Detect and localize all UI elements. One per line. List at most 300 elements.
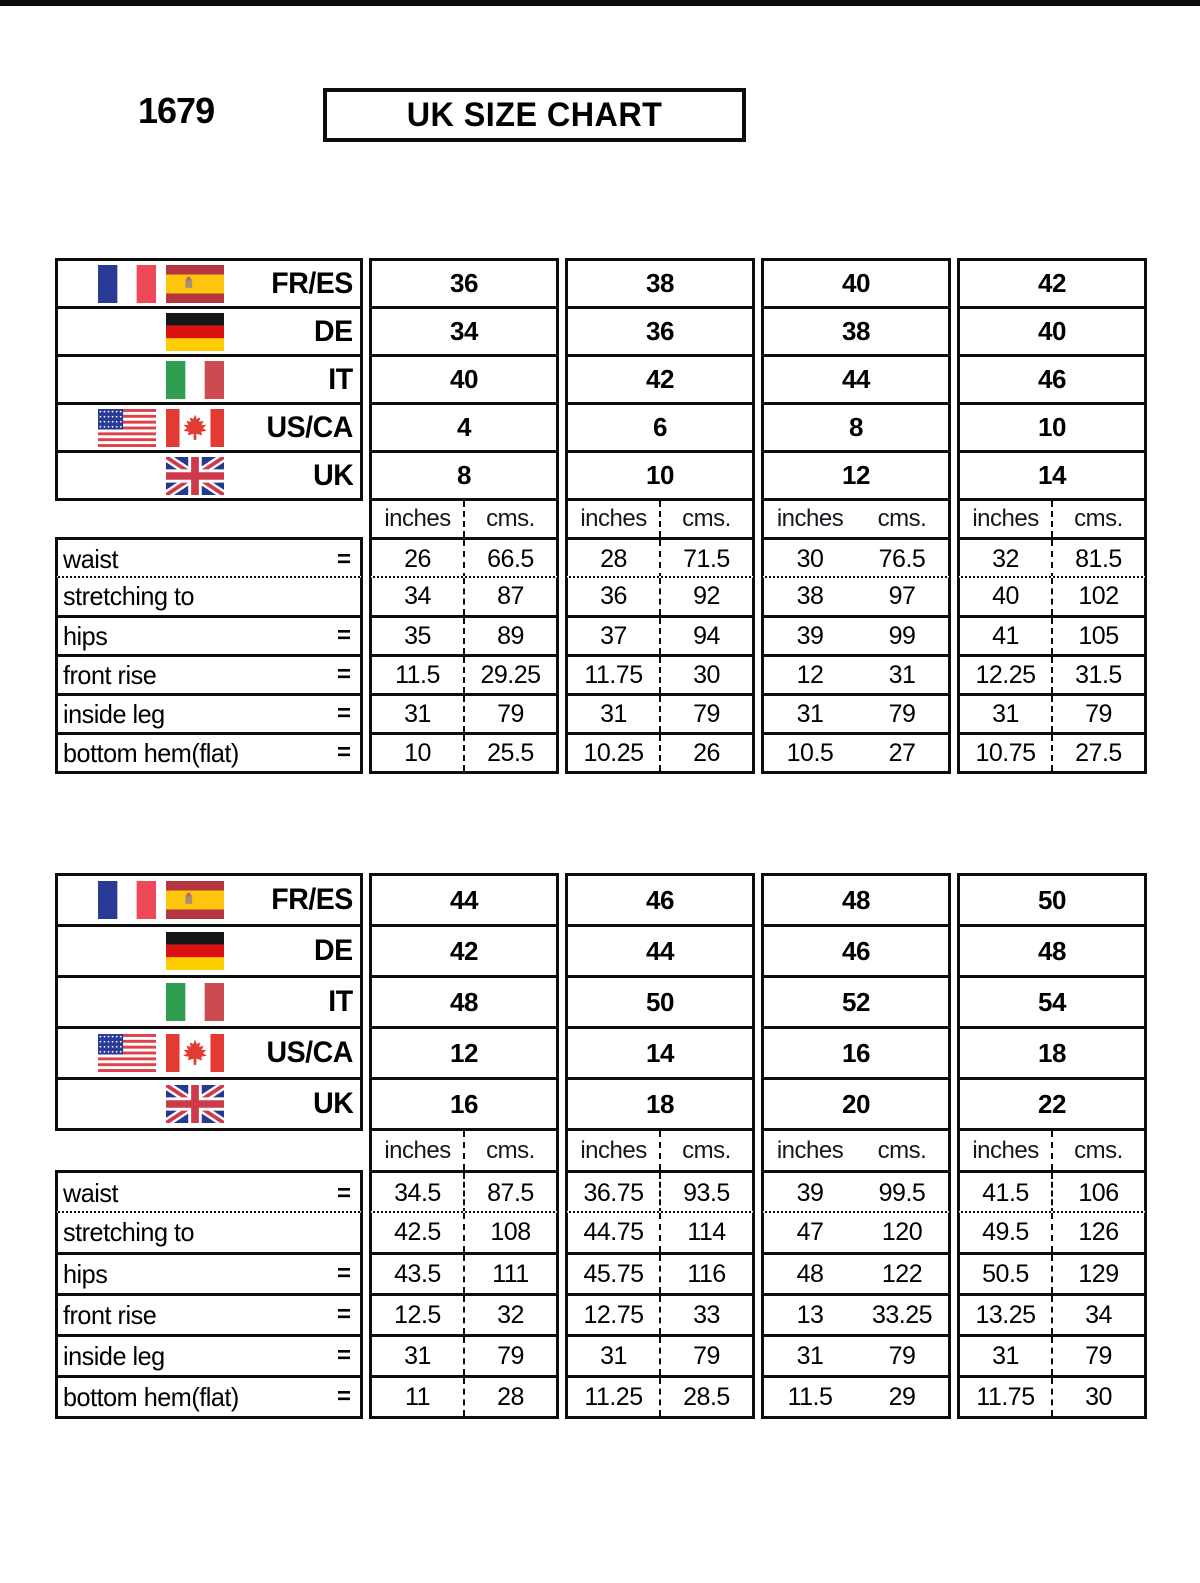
value-cms: 99 — [888, 621, 916, 650]
value-cms: 66.5 — [463, 540, 556, 579]
value-cell — [565, 615, 755, 657]
value-cell — [957, 1170, 1147, 1214]
value-cell — [565, 732, 755, 774]
size-cell — [369, 1077, 559, 1131]
size-value: 42 — [450, 935, 478, 966]
value-inches: 11 — [405, 1382, 430, 1411]
value-inches: 39 — [796, 621, 824, 650]
size-value: 8 — [457, 460, 471, 490]
value-cms: 126 — [1051, 1213, 1144, 1252]
value-cell — [957, 1334, 1147, 1378]
size-cell — [761, 450, 951, 501]
value-inches: 43.5 — [394, 1259, 441, 1288]
value-inches: 13.25 — [975, 1300, 1036, 1329]
value-cms: 87.5 — [463, 1173, 556, 1214]
size-value: 36 — [450, 268, 478, 298]
value-cell — [369, 1211, 559, 1255]
value-cms: 25.5 — [463, 735, 556, 771]
region-row-label-cell — [55, 450, 363, 501]
measurement-label: front rise — [63, 659, 157, 690]
flag-uk-icon — [166, 457, 224, 495]
size-cell — [369, 258, 559, 309]
value-cell — [957, 1375, 1147, 1419]
size-cell — [957, 924, 1147, 978]
value-cell — [761, 732, 951, 774]
value-cms: 26 — [659, 735, 752, 771]
value-cms: 76.5 — [878, 545, 926, 573]
size-cell — [761, 975, 951, 1029]
measurement-label: bottom hem(flat) — [63, 737, 239, 768]
value-inches: 35 — [404, 621, 431, 650]
value-cell — [565, 1375, 755, 1419]
value-inches: 31 — [600, 699, 627, 728]
value-inches: 13 — [796, 1300, 824, 1329]
size-cell — [957, 402, 1147, 453]
size-value: 50 — [1038, 884, 1066, 915]
equals-sign: = — [336, 1342, 351, 1369]
value-cms: 34 — [1051, 1296, 1144, 1334]
unit-header-cell — [565, 498, 755, 540]
size-value: 18 — [646, 1088, 674, 1119]
value-cms: 28.5 — [659, 1378, 752, 1416]
label-column — [55, 873, 363, 1419]
value-cell — [565, 1293, 755, 1337]
value-cell — [957, 615, 1147, 657]
unit-cms-label: cms. — [659, 501, 752, 537]
value-inches: 36 — [600, 582, 627, 610]
size-value: 16 — [450, 1088, 478, 1119]
value-inches: 39 — [796, 1179, 824, 1207]
size-value: 40 — [450, 364, 478, 394]
region-label: FR/ES — [271, 883, 353, 916]
size-cell — [957, 1077, 1147, 1131]
flag-italy-icon — [166, 361, 224, 399]
value-cms: 111 — [463, 1255, 556, 1293]
equals-sign: = — [336, 1301, 351, 1328]
unit-header-cell — [957, 1128, 1147, 1173]
value-inches: 30 — [796, 545, 824, 573]
value-inches: 10.25 — [583, 738, 644, 767]
flag-spain-icon — [166, 265, 224, 303]
unit-cms-label: cms. — [877, 1136, 927, 1164]
value-cms: 106 — [1051, 1173, 1144, 1214]
unit-cms-label: cms. — [877, 505, 927, 532]
region-label: UK — [312, 458, 353, 492]
size-cell — [761, 1077, 951, 1131]
value-inches: 12.75 — [583, 1300, 644, 1329]
unit-cms-label: cms. — [1051, 501, 1144, 537]
value-cms: 105 — [1051, 618, 1144, 654]
size-value: 6 — [653, 412, 667, 442]
value-inches: 41.5 — [982, 1179, 1029, 1207]
value-cell — [761, 1170, 951, 1214]
value-cms: 33.25 — [871, 1300, 933, 1329]
value-inches: 42.5 — [394, 1218, 441, 1246]
value-cms: 102 — [1051, 578, 1144, 615]
size-value: 48 — [1038, 935, 1066, 966]
value-inches: 11.75 — [976, 1382, 1035, 1411]
value-cms: 79 — [463, 696, 556, 732]
unit-header-cell — [761, 498, 951, 540]
size-chart-table-2 — [55, 873, 1147, 1419]
equals-sign: = — [336, 739, 351, 766]
value-cms: 94 — [659, 618, 752, 654]
size-cell — [369, 402, 559, 453]
value-cell — [565, 693, 755, 735]
value-cms: 79 — [1051, 1337, 1144, 1375]
size-value: 8 — [849, 412, 863, 442]
value-cell — [565, 1170, 755, 1214]
size-cell — [369, 873, 559, 927]
value-inches: 32 — [992, 545, 1019, 573]
equals-sign: = — [336, 622, 351, 649]
value-cms: 32 — [463, 1296, 556, 1334]
value-inches: 10.75 — [975, 738, 1036, 767]
flag-canada-icon — [166, 409, 224, 447]
measurement-label: bottom hem(flat) — [63, 1381, 239, 1412]
value-inches: 48 — [796, 1259, 824, 1288]
size-cell — [761, 402, 951, 453]
unit-inches-label: inches — [580, 505, 647, 532]
flag-group — [58, 978, 360, 1026]
unit-cms-label: cms. — [659, 1131, 752, 1170]
value-cell — [957, 693, 1147, 735]
value-cell — [957, 1252, 1147, 1296]
value-inches: 26 — [404, 545, 431, 573]
size-cell — [957, 1026, 1147, 1080]
value-inches: 11.5 — [787, 1382, 833, 1411]
size-column-group — [761, 258, 951, 774]
value-cell — [957, 1293, 1147, 1337]
size-cell — [957, 873, 1147, 927]
size-cell — [957, 450, 1147, 501]
size-cell — [369, 1026, 559, 1080]
size-value: 18 — [1038, 1037, 1066, 1068]
unit-header-cell — [761, 1128, 951, 1173]
value-inches: 28 — [600, 545, 627, 573]
value-cell — [957, 654, 1147, 696]
flag-uk-icon — [166, 1085, 224, 1123]
value-cms: 29 — [888, 1382, 916, 1411]
value-inches: 36.75 — [583, 1179, 644, 1207]
value-cms: 79 — [659, 696, 752, 732]
flag-france-icon — [98, 881, 156, 919]
size-value: 38 — [646, 268, 674, 298]
value-cms: 89 — [463, 618, 556, 654]
unit-row-spacer — [55, 498, 363, 540]
size-cell — [369, 975, 559, 1029]
size-column-group — [957, 873, 1147, 1419]
value-cell — [957, 1211, 1147, 1255]
measurement-row-label-cell — [55, 537, 363, 579]
size-cell — [369, 354, 559, 405]
size-cell — [761, 924, 951, 978]
measurement-row-label-cell — [55, 1252, 363, 1296]
value-cell — [761, 654, 951, 696]
page-title-box — [323, 88, 746, 142]
unit-header-cell — [957, 498, 1147, 540]
page-title: UK SIZE CHART — [406, 95, 663, 134]
value-cell — [565, 1211, 755, 1255]
value-cell — [369, 732, 559, 774]
size-value: 42 — [1038, 268, 1066, 298]
size-value: 50 — [646, 986, 674, 1017]
value-cms: 79 — [888, 699, 916, 728]
region-label: IT — [328, 362, 353, 396]
region-row-label-cell — [55, 354, 363, 405]
size-value: 14 — [1038, 460, 1066, 490]
value-cell — [761, 1293, 951, 1337]
region-row-label-cell — [55, 306, 363, 357]
size-value: 12 — [842, 460, 870, 490]
value-cms: 30 — [1051, 1378, 1144, 1416]
size-cell — [565, 450, 755, 501]
value-cell — [761, 576, 951, 618]
value-inches: 31 — [796, 1341, 824, 1370]
value-cell — [565, 654, 755, 696]
value-cms: 81.5 — [1051, 540, 1144, 579]
value-cell — [761, 615, 951, 657]
size-column-group — [369, 258, 559, 774]
size-cell — [957, 306, 1147, 357]
size-value: 44 — [646, 935, 674, 966]
value-inches: 31 — [404, 1341, 431, 1370]
region-row-label-cell — [55, 873, 363, 927]
value-cell — [761, 1211, 951, 1255]
measurement-label: inside leg — [63, 1340, 165, 1371]
size-cell — [565, 924, 755, 978]
measurement-row-label-cell — [55, 1170, 363, 1214]
equals-sign: = — [336, 545, 351, 573]
value-cms: 116 — [659, 1255, 752, 1293]
size-value: 4 — [457, 412, 471, 442]
value-inches: 37 — [600, 621, 627, 650]
size-value: 20 — [842, 1088, 870, 1119]
value-inches: 31 — [600, 1341, 627, 1370]
value-inches: 12.5 — [394, 1300, 441, 1329]
size-value: 46 — [1038, 364, 1066, 394]
size-cell — [369, 924, 559, 978]
value-cms: 28 — [463, 1378, 556, 1416]
value-inches: 45.75 — [583, 1259, 644, 1288]
flag-france-icon — [98, 265, 156, 303]
value-cell — [369, 576, 559, 618]
unit-header-cell — [565, 1128, 755, 1173]
unit-cms-label: cms. — [463, 501, 556, 537]
value-inches: 12.25 — [975, 660, 1036, 689]
value-inches: 40 — [992, 582, 1019, 610]
measurement-label: inside leg — [63, 698, 165, 729]
region-row-label-cell — [55, 975, 363, 1029]
unit-inches-label: inches — [776, 1136, 844, 1164]
value-cell — [369, 615, 559, 657]
equals-sign: = — [336, 700, 351, 727]
value-cell — [957, 732, 1147, 774]
size-cell — [565, 873, 755, 927]
size-value: 52 — [842, 986, 870, 1017]
flag-germany-icon — [166, 313, 224, 351]
measurement-row-label-cell — [55, 615, 363, 657]
value-cell — [369, 1375, 559, 1419]
value-cms: 93.5 — [659, 1173, 752, 1214]
size-cell — [957, 975, 1147, 1029]
region-label: DE — [314, 314, 353, 348]
value-inches: 47 — [796, 1218, 824, 1246]
value-inches: 41 — [992, 621, 1019, 650]
size-cell — [761, 306, 951, 357]
value-cms: 99.5 — [878, 1179, 926, 1207]
equals-sign: = — [336, 1383, 351, 1410]
size-value: 14 — [646, 1037, 674, 1068]
value-cell — [369, 693, 559, 735]
value-inches: 10 — [404, 738, 431, 767]
size-cell — [565, 1077, 755, 1131]
size-value: 34 — [450, 316, 478, 346]
unit-inches-label: inches — [972, 1136, 1039, 1164]
value-cms: 129 — [1051, 1255, 1144, 1293]
value-inches: 49.5 — [982, 1218, 1029, 1246]
flag-usa-icon — [98, 409, 156, 447]
label-column — [55, 258, 363, 774]
flag-germany-icon — [166, 932, 224, 970]
unit-inches-label: inches — [972, 505, 1039, 532]
value-cell — [761, 1334, 951, 1378]
measurement-row-label-cell — [55, 1293, 363, 1337]
size-value: 42 — [646, 364, 674, 394]
region-row-label-cell — [55, 258, 363, 309]
value-cms: 92 — [659, 578, 752, 615]
size-value: 54 — [1038, 986, 1066, 1017]
size-cell — [565, 258, 755, 309]
value-cell — [565, 576, 755, 618]
value-cms: 30 — [659, 657, 752, 693]
value-cms: 79 — [659, 1337, 752, 1375]
value-cell — [369, 1293, 559, 1337]
value-cell — [369, 537, 559, 579]
value-inches: 34.5 — [394, 1179, 441, 1207]
value-inches: 31 — [796, 699, 824, 728]
value-cell — [369, 654, 559, 696]
value-inches: 50.5 — [982, 1259, 1029, 1288]
size-cell — [565, 306, 755, 357]
size-cell — [761, 1026, 951, 1080]
measurement-label: waist — [63, 544, 119, 574]
value-cell — [957, 576, 1147, 618]
size-value: 10 — [1038, 412, 1066, 442]
size-value: 16 — [842, 1037, 870, 1068]
value-inches: 44.75 — [583, 1218, 644, 1246]
measurement-row-label-cell — [55, 693, 363, 735]
region-label: UK — [312, 1087, 353, 1120]
unit-row-spacer — [55, 1128, 363, 1173]
size-column-group — [761, 873, 951, 1419]
size-cell — [369, 306, 559, 357]
unit-header-cell — [369, 1128, 559, 1173]
equals-sign: = — [336, 1260, 351, 1287]
value-cell — [565, 1334, 755, 1378]
size-value: 38 — [842, 316, 870, 346]
value-inches: 11.25 — [584, 1382, 643, 1411]
size-value: 40 — [1038, 316, 1066, 346]
size-cell — [761, 354, 951, 405]
size-value: 46 — [646, 884, 674, 915]
measurement-row-label-cell — [55, 1334, 363, 1378]
unit-header-cell — [369, 498, 559, 540]
measurement-row-label-cell — [55, 576, 363, 618]
size-chart-table-1 — [55, 258, 1147, 774]
size-value: 36 — [646, 316, 674, 346]
size-column-group — [957, 258, 1147, 774]
equals-sign: = — [336, 1179, 351, 1207]
size-value: 40 — [842, 268, 870, 298]
size-column-group — [565, 873, 755, 1419]
value-inches: 31 — [992, 1341, 1019, 1370]
flag-usa-icon — [98, 1034, 156, 1072]
size-cell — [369, 450, 559, 501]
value-cms: 87 — [463, 578, 556, 615]
value-cms: 71.5 — [659, 540, 752, 579]
unit-cms-label: cms. — [463, 1131, 556, 1170]
value-cell — [957, 537, 1147, 579]
value-cms: 122 — [881, 1259, 923, 1288]
size-value: 44 — [842, 364, 870, 394]
size-cell — [565, 975, 755, 1029]
measurement-row-label-cell — [55, 732, 363, 774]
value-cms: 29.25 — [463, 657, 556, 693]
unit-inches-label: inches — [384, 1136, 451, 1164]
value-cell — [761, 693, 951, 735]
flag-canada-icon — [166, 1034, 224, 1072]
value-inches: 31 — [992, 699, 1019, 728]
page-top-rule — [0, 0, 1200, 6]
value-cms: 114 — [659, 1213, 752, 1252]
value-cms: 79 — [1051, 696, 1144, 732]
region-row-label-cell — [55, 1077, 363, 1131]
value-cms: 120 — [881, 1218, 923, 1246]
size-cell — [761, 873, 951, 927]
value-cell — [369, 1252, 559, 1296]
value-cms: 97 — [888, 582, 916, 610]
size-column-group — [565, 258, 755, 774]
size-cell — [957, 354, 1147, 405]
size-value: 12 — [450, 1037, 478, 1068]
measurement-row-label-cell — [55, 654, 363, 696]
size-cell — [761, 258, 951, 309]
value-inches: 12 — [796, 660, 824, 689]
style-code: 1679 — [138, 90, 215, 131]
size-cell — [565, 402, 755, 453]
region-label: FR/ES — [271, 266, 353, 300]
value-cms: 108 — [463, 1213, 556, 1252]
region-row-label-cell — [55, 924, 363, 978]
region-row-label-cell — [55, 402, 363, 453]
measurement-row-label-cell — [55, 1211, 363, 1255]
value-cms: 79 — [463, 1337, 556, 1375]
value-inches: 34 — [404, 582, 431, 610]
value-inches: 38 — [796, 582, 824, 610]
measurement-label: hips — [63, 620, 108, 651]
size-cell — [957, 258, 1147, 309]
value-cms: 31.5 — [1051, 657, 1144, 693]
measurement-row-label-cell — [55, 1375, 363, 1419]
size-column-group — [369, 873, 559, 1419]
value-cell — [761, 1252, 951, 1296]
size-value: 46 — [842, 935, 870, 966]
region-label: IT — [328, 985, 353, 1018]
size-cell — [565, 1026, 755, 1080]
value-cms: 31 — [888, 660, 916, 689]
value-cms: 79 — [888, 1341, 916, 1370]
